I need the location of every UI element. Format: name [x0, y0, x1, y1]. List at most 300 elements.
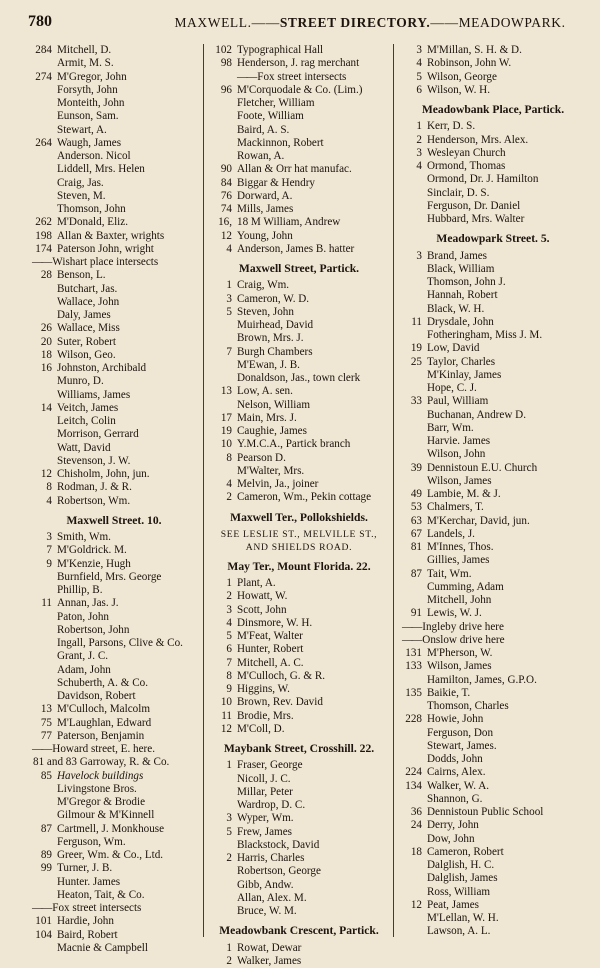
- intersection-note: —— Ingleby drive here: [396, 621, 590, 634]
- occupant-name: Dennistoun Public School: [427, 806, 544, 818]
- occupant-name: Cameron, Wm., Pekin cottage: [237, 491, 372, 504]
- occupant-line: Liddell, Mrs. Helen: [57, 163, 145, 176]
- occupant-line: Rowan, A.: [237, 150, 285, 162]
- occupant-name: Wyper, Wm.: [237, 812, 294, 825]
- directory-entry: [206, 216, 392, 229]
- directory-entry: [396, 515, 590, 528]
- occupant-line: Dalglish, James: [427, 872, 498, 885]
- house-number: 2: [226, 491, 232, 504]
- directory-entry: [396, 356, 590, 369]
- occupant-name: M'Culloch, G. & R.: [237, 669, 326, 682]
- house-number: 7: [46, 544, 52, 557]
- directory-entry: [396, 250, 590, 263]
- house-number: 96: [220, 83, 232, 96]
- occupant-name: Landels, J.: [427, 527, 475, 540]
- directory-entry: [206, 826, 392, 839]
- occupant-name: Smith, Wm.: [57, 531, 111, 543]
- directory-entry: [396, 780, 590, 793]
- directory-entry: [206, 942, 392, 955]
- occupant-line: Wallace, John: [57, 295, 120, 308]
- occupant-name: Pearson D.: [237, 451, 286, 464]
- house-number: 4: [46, 494, 52, 507]
- cross-reference: AND SHIELDS ROAD.: [245, 541, 353, 553]
- occupant-line: Mitchell, John: [427, 594, 492, 606]
- occupant-name: Waugh, James: [57, 136, 122, 149]
- occupant-name: Peat, James: [427, 898, 479, 911]
- occupant-name: Henderson, Mrs. Alex.: [427, 133, 529, 146]
- house-number: 1: [226, 941, 232, 954]
- house-number: 2: [226, 852, 232, 864]
- occupant-name: Havelock buildings: [57, 769, 144, 782]
- occupant-name: Rodman, J. & R.: [57, 481, 132, 494]
- directory-entry: [206, 190, 392, 203]
- house-number: 274: [35, 70, 52, 83]
- directory-entry: [206, 643, 392, 656]
- directory-entry: [206, 852, 392, 865]
- directory-entry: [26, 823, 202, 836]
- occupant-name: Low, A. sen.: [237, 385, 293, 398]
- house-number: 63: [410, 514, 422, 527]
- occupant-name: Walker, W. A.: [427, 779, 490, 792]
- occupant-line: Baird, A. S.: [237, 123, 290, 136]
- occupant-line: Shannon, G.: [427, 792, 483, 805]
- house-number: 11: [41, 597, 52, 610]
- occupant-name: Scott, John: [237, 603, 287, 616]
- house-number: 4: [226, 616, 232, 629]
- occupant-line: Leitch, Colin: [57, 415, 116, 427]
- house-number: 3: [416, 44, 422, 56]
- occupant-line: Burnfield, Mrs. George: [57, 570, 162, 583]
- occupant-line: Black, William: [427, 262, 495, 275]
- occupant-name: Young, John: [237, 229, 293, 242]
- directory-entry: [396, 766, 590, 779]
- occupant-line: Wilson, John: [427, 448, 486, 461]
- house-number: 12: [410, 898, 422, 911]
- directory-entry: [26, 216, 202, 229]
- directory-entry: [206, 243, 392, 256]
- house-number: 5: [416, 70, 422, 83]
- directory-entry: [396, 541, 590, 554]
- occupant-line: Foote, William: [237, 110, 304, 123]
- directory-entry: [206, 425, 392, 438]
- occupant-line: Heaton, Tait, & Co.: [57, 888, 145, 901]
- occupant-name: M'Feat, Walter: [237, 630, 303, 642]
- occupant-name: Chisholm, John, jun.: [57, 468, 150, 480]
- directory-entry: [396, 488, 590, 501]
- directory-entry: [206, 230, 392, 243]
- occupant-line: Barr, Wm.: [427, 421, 474, 434]
- house-number: 4: [226, 242, 232, 255]
- occupant-name: Caughie, James: [237, 425, 307, 437]
- occupant-name: Frew, James: [237, 825, 292, 838]
- occupant-line: Eunson, Sam.: [57, 110, 119, 123]
- occupant-name: Mitchell, D.: [57, 44, 112, 56]
- house-number: 98: [220, 57, 232, 70]
- occupant-name: Fraser, George: [237, 759, 303, 772]
- directory-entry: [206, 590, 392, 603]
- directory-entry: [26, 349, 202, 362]
- house-number: 99: [40, 862, 52, 875]
- column-rule: [203, 44, 204, 937]
- occupant-line: Ingall, Parsons, Clive & Co.: [57, 637, 183, 649]
- occupant-name: M'Millan, S. H. & D.: [427, 44, 522, 56]
- occupant-line: Paton, John: [57, 610, 109, 623]
- house-number: 1: [226, 279, 232, 292]
- house-number: 6: [416, 83, 422, 96]
- directory-entry: [206, 955, 392, 968]
- occupant-name: Low, David: [427, 342, 480, 355]
- occupant-line: M'Gregor & Brodie: [57, 796, 146, 808]
- house-number: 91: [410, 607, 422, 620]
- directory-entry: [396, 160, 590, 173]
- directory-entry: [396, 57, 590, 70]
- directory-entry: [396, 806, 590, 819]
- occupant-name: Drysdale, John: [427, 315, 494, 328]
- house-number: 1: [226, 577, 232, 589]
- house-number: 12: [40, 468, 52, 480]
- directory-entry: [396, 528, 590, 541]
- occupant-line: Thomson, Charles: [427, 700, 509, 712]
- occupant-line: Watt, David: [57, 441, 111, 454]
- occupant-name: Wilson, George: [427, 70, 497, 83]
- house-number: 8: [46, 481, 52, 494]
- street-heading: Maybank Street, Crosshill. 22.: [223, 742, 375, 755]
- house-number: 13: [40, 703, 52, 716]
- house-number: 24: [410, 819, 422, 832]
- house-number: 36: [410, 806, 422, 818]
- occupant-line: Dodds, John: [427, 753, 483, 765]
- directory-entry: [396, 687, 590, 700]
- occupant-name: M'Pherson, W.: [427, 647, 493, 659]
- house-number: 20: [40, 335, 52, 348]
- house-number: 102: [215, 44, 232, 56]
- occupant-line: Black, W. H.: [427, 302, 485, 315]
- occupant-line: Robertson, John: [57, 623, 130, 636]
- directory-entry: [206, 346, 392, 359]
- directory-entry: [396, 568, 590, 581]
- directory-entry: [396, 713, 590, 726]
- intersection-note: —— Wishart place intersects: [26, 256, 202, 269]
- directory-entry: [206, 723, 392, 736]
- house-number: 262: [35, 216, 52, 229]
- occupant-name: Wilson, W. H.: [427, 83, 490, 96]
- occupant-name: Brown, Rev. David: [237, 696, 323, 709]
- house-number: 18: [40, 348, 52, 361]
- street-heading: Meadowpark Street. 5.: [436, 232, 550, 246]
- directory-entry: [396, 899, 590, 912]
- occupant-name: Harris, Charles: [237, 852, 305, 864]
- occupant-name: M'Donald, Eliz.: [57, 216, 129, 229]
- occupant-name: Howie, John: [427, 713, 484, 726]
- intersection-note: —— Fox street intersects: [206, 71, 392, 84]
- occupant-line: Phillip, B.: [57, 584, 103, 596]
- directory-entry: [396, 846, 590, 859]
- directory-entry: [206, 577, 392, 590]
- directory-entry: [26, 849, 202, 862]
- directory-entry: [206, 293, 392, 306]
- house-number: 87: [410, 567, 422, 580]
- occupant-name: Cartmell, J. Monkhouse: [57, 822, 165, 835]
- directory-entry: [206, 57, 392, 70]
- directory-entry: [206, 412, 392, 425]
- column-2: [206, 44, 392, 968]
- house-number: 28: [40, 269, 52, 282]
- occupant-name: Wallace, Miss: [57, 322, 120, 335]
- house-number: 16,: [218, 216, 232, 229]
- occupant-line: Bruce, W. M.: [237, 905, 297, 917]
- occupant-name: M'Culloch, Malcolm: [57, 703, 150, 716]
- house-number: 5: [226, 825, 232, 838]
- occupant-line: Ferguson, Wm.: [57, 835, 126, 848]
- occupant-name: Craig, Wm.: [237, 279, 290, 292]
- house-number: 53: [410, 501, 422, 514]
- directory-entry: [396, 44, 590, 57]
- directory-entry: [206, 491, 392, 504]
- house-number: 85: [40, 769, 52, 782]
- running-head-title: STREET DIRECTORY.: [279, 15, 431, 30]
- house-number: 19: [410, 342, 422, 355]
- directory-entry: [26, 481, 202, 494]
- occupant-line: Fletcher, William: [237, 97, 315, 109]
- house-number: 228: [405, 713, 422, 726]
- occupant-line: Butchart, Jas.: [57, 282, 118, 295]
- directory-entry: [26, 929, 202, 942]
- occupant-line: Wardrop, D. C.: [237, 799, 306, 811]
- house-number: 76: [220, 189, 232, 202]
- occupant-name: Henderson, J. rag merchant: [237, 57, 360, 70]
- directory-entry: [26, 402, 202, 415]
- occupant-name: Paterson John, wright: [57, 242, 154, 255]
- directory-entry: [26, 597, 202, 610]
- occupant-name: M'Kerchar, David, jun.: [427, 514, 530, 527]
- occupant-name: Howatt, W.: [237, 590, 288, 603]
- intersection-note: —— Howard street, E. here.: [26, 743, 202, 756]
- occupant-line: Wilson, James: [427, 474, 492, 487]
- directory-entry: [206, 604, 392, 617]
- occupant-line: Mackinnon, Robert: [237, 136, 324, 149]
- house-number: 16: [40, 362, 52, 374]
- occupant-line: Allan, Alex. M.: [237, 891, 307, 904]
- occupant-line: Williams, James: [57, 388, 131, 401]
- house-number: 33: [410, 395, 422, 408]
- occupant-name: Cairns, Alex.: [427, 766, 486, 779]
- occupant-name: Hunter, Robert: [237, 643, 304, 656]
- occupant-line: Craig, Jas.: [57, 176, 104, 189]
- directory-entry: [26, 230, 202, 243]
- directory-entry: [396, 134, 590, 147]
- house-number: 264: [35, 136, 52, 149]
- occupant-name: M'Coll, D.: [237, 722, 285, 735]
- intersection-note: —— Onslow drive here: [396, 634, 590, 647]
- directory-entry: [206, 385, 392, 398]
- occupant-line: Forsyth, John: [57, 83, 118, 96]
- street-heading: May Ter., Mount Florida. 22.: [227, 559, 371, 573]
- running-head: MAXWELL.——STREET DIRECTORY.——MEADOWPARK.: [174, 15, 566, 30]
- directory-entry: [396, 647, 590, 660]
- directory-entry: [396, 147, 590, 160]
- directory-entry: [26, 862, 202, 875]
- occupant-line: M'Kinlay, James: [427, 368, 502, 381]
- directory-entry: [26, 915, 202, 928]
- occupant-name: M'Laughlan, Edward: [57, 716, 152, 729]
- house-number: 17: [220, 411, 232, 424]
- house-number: 2: [416, 133, 422, 146]
- house-number: 1: [226, 759, 232, 772]
- house-number: 4: [226, 478, 232, 490]
- occupant-line: M'Lellan, W. H.: [427, 912, 499, 924]
- directory-entry: [206, 163, 392, 176]
- occupant-name: Paterson, Benjamin: [57, 729, 145, 742]
- directory-entry: [396, 316, 590, 329]
- house-number: 3: [416, 146, 422, 159]
- house-number: 25: [410, 355, 422, 368]
- occupant-name: Allan & Orr hat manufac.: [237, 163, 352, 176]
- street-heading: Maxwell Street. 10.: [66, 513, 162, 527]
- occupant-name: Walker, James: [237, 954, 302, 967]
- column-3: [396, 44, 590, 939]
- directory-entry: [206, 617, 392, 630]
- house-number: 75: [40, 716, 52, 729]
- directory-entry: [396, 71, 590, 84]
- occupant-name: Steven, John: [237, 305, 294, 318]
- house-number: 133: [405, 660, 422, 673]
- occupant-line: Gibb, Andw.: [237, 878, 294, 891]
- occupant-line: Ormond, Dr. J. Hamilton: [427, 173, 539, 186]
- occupant-line: Fotheringham, Miss J. M.: [427, 329, 543, 341]
- house-number: 6: [226, 643, 232, 656]
- directory-entry: [206, 812, 392, 825]
- house-number: 90: [220, 163, 232, 176]
- house-number: 5: [226, 630, 232, 642]
- occupant-name: Hardie, John: [57, 915, 114, 928]
- directory-entry: [26, 71, 202, 84]
- occupant-name: Baird, Robert: [57, 928, 118, 941]
- house-number: 11: [411, 315, 422, 328]
- occupant-line: Macnie & Campbell: [57, 941, 148, 954]
- occupant-line: Schuberth, A. & Co.: [57, 676, 148, 689]
- occupant-name: Cameron, Robert: [427, 845, 504, 858]
- occupant-name: Benson, L.: [57, 269, 106, 282]
- occupant-name: Veitch, James: [57, 401, 119, 414]
- occupant-line: Buchanan, Andrew D.: [427, 408, 527, 421]
- occupant-name: Greer, Wm. & Co., Ltd.: [57, 849, 164, 861]
- directory-entry: [396, 84, 590, 97]
- occupant-line: Robertson, George: [237, 865, 321, 878]
- house-number: 74: [220, 203, 232, 215]
- occupant-line: Morrison, Gerrard: [57, 428, 139, 441]
- directory-entry: [26, 730, 202, 743]
- occupant-name: Robinson, John W.: [427, 57, 512, 70]
- occupant-line: Sinclair, D. S.: [427, 186, 490, 199]
- directory-entry: [26, 269, 202, 282]
- house-number: 4: [416, 57, 422, 70]
- house-number: 198: [35, 229, 52, 242]
- directory-entry: [26, 137, 202, 150]
- occupant-name: Robertson, Wm.: [57, 494, 131, 507]
- directory-entry: [206, 203, 392, 216]
- occupant-line: M'Ewan, J. B.: [237, 358, 300, 371]
- directory-entry: [26, 322, 202, 335]
- house-number: 10: [220, 438, 232, 451]
- occupant-name: Turner, J. B.: [57, 862, 113, 875]
- occupant-line: Ferguson, Don: [427, 726, 494, 739]
- house-number: 14: [40, 401, 52, 414]
- occupant-line: Monteith, John: [57, 97, 125, 109]
- directory-entry: [26, 336, 202, 349]
- occupant-name: Y.M.C.A., Partick branch: [237, 438, 351, 451]
- occupant-line: Munro, D.: [57, 375, 104, 388]
- occupant-name: Allan & Baxter, wrights: [57, 229, 165, 242]
- occupant-name: Brand, James: [427, 249, 488, 262]
- directory-entry: [396, 342, 590, 355]
- occupant-name: M'Innes, Thos.: [427, 541, 494, 553]
- house-number: 87: [40, 822, 52, 835]
- occupant-line: Ferguson, Dr. Daniel: [427, 199, 521, 212]
- directory-entry: [26, 703, 202, 716]
- house-number: 3: [226, 812, 232, 825]
- occupant-line: Grant, J. C.: [57, 650, 109, 663]
- occupant-line: Nicoll, J. C.: [237, 772, 291, 785]
- directory-entry: [206, 306, 392, 319]
- house-number: 77: [40, 729, 52, 742]
- occupant-name: Ormond, Thomas: [427, 160, 506, 172]
- cross-reference: SEE LESLIE ST., MELVILLE ST.,: [220, 528, 378, 540]
- occupant-name: Melvin, Ja., joiner: [237, 478, 319, 490]
- occupant-name: Anderson, James B. hatter: [237, 242, 355, 255]
- occupant-line: Dalglish, H. C.: [427, 859, 495, 871]
- directory-entry: [26, 770, 202, 783]
- house-number: 2: [226, 590, 232, 603]
- house-number: 26: [40, 322, 52, 335]
- house-number: 5: [226, 305, 232, 318]
- occupant-name: Biggar & Hendry: [237, 176, 315, 189]
- house-number: 12: [220, 229, 232, 242]
- directory-entry: [26, 468, 202, 481]
- occupant-name: Brodie, Mrs.: [237, 709, 294, 722]
- occupant-name: Wilson, Geo.: [57, 348, 116, 361]
- directory-entry: [206, 279, 392, 292]
- occupant-line: Harvie. James: [427, 435, 491, 447]
- occupant-name: Suter, Robert: [57, 335, 116, 348]
- occupant-line: Anderson. Nicol: [57, 150, 131, 162]
- directory-entry: [26, 544, 202, 557]
- house-number: 67: [410, 527, 422, 540]
- occupant-line: Steven, M.: [57, 189, 106, 202]
- house-number: 131: [405, 647, 422, 659]
- house-number: 10: [220, 696, 232, 709]
- running-head-right: MEADOWPARK.: [458, 15, 566, 30]
- occupant-name: M'Kenzie, Hugh: [57, 557, 131, 570]
- occupant-line: Hannah, Robert: [427, 289, 498, 302]
- occupant-line: Cumming, Adam: [427, 580, 504, 593]
- occupant-name: Typographical Hall: [237, 44, 324, 56]
- occupant-name: Lewis, W. J.: [427, 607, 482, 620]
- house-number: 284: [35, 44, 52, 56]
- house-number: 135: [405, 686, 422, 699]
- directory-entry: [26, 495, 202, 508]
- house-number: 39: [410, 461, 422, 474]
- directory-entry: [206, 683, 392, 696]
- occupant-line: Ross, William: [427, 885, 491, 898]
- house-number: 89: [40, 849, 52, 861]
- directory-entry: [396, 395, 590, 408]
- directory-entry: [396, 501, 590, 514]
- running-head-left: MAXWELL.: [174, 15, 252, 30]
- occupant-line: Hubbard, Mrs. Walter: [427, 213, 525, 225]
- page-header: [28, 13, 584, 33]
- house-number: 3: [226, 603, 232, 616]
- directory-entry: [26, 531, 202, 544]
